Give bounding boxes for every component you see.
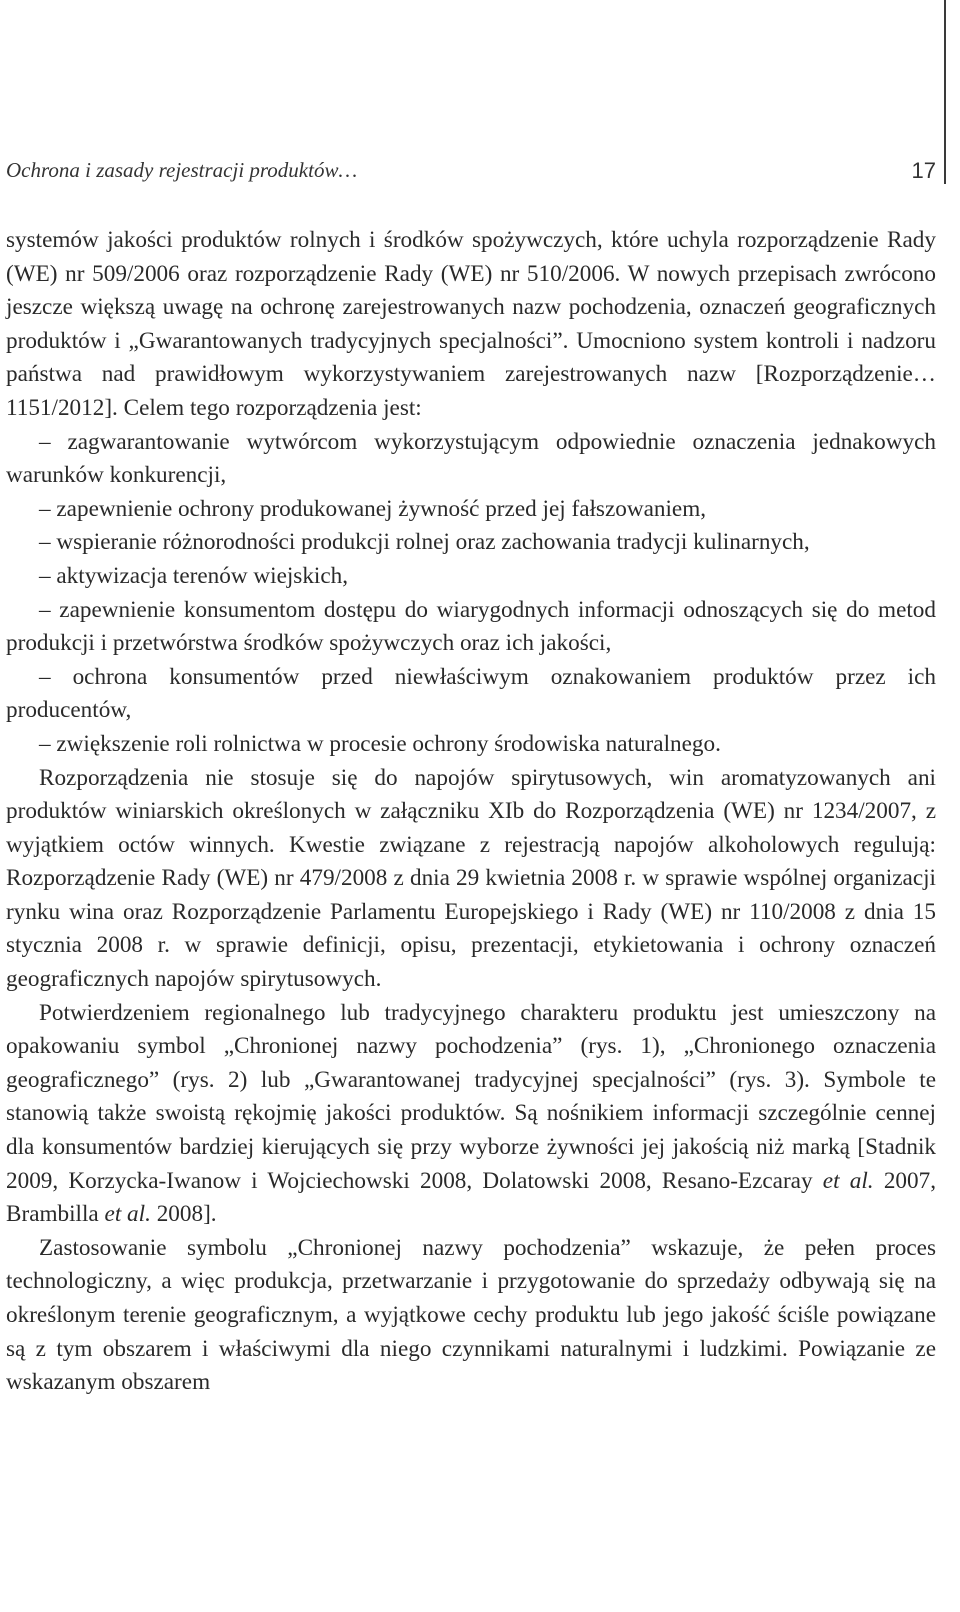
text-run: 2008]. (150, 1201, 217, 1228)
paragraph-symbols (6, 997, 936, 1232)
body-text (6, 224, 936, 1400)
text-run: 2007, Brambilla (6, 1167, 936, 1228)
paragraph-beverages: Rozporządzenia nie stosuje się do napojów spirytusowych, win aromatyzowanych ani produktów winiarskich określonych w załączniku XIb do Rozporządzenia (WE) nr 1234/2007, z wyjątkiem octów winnych. Kwestie związane z rejestracją napojów alkoholowych regulują: Rozporządzenie Rady (WE) nr 479/2008 z dnia 29 kwietnia 2008 r. w sprawie wspólnej organizacji rynku wina oraz Rozporządzenie Parlamentu Europejskiego i Rady (WE) nr 110/2008 z dnia 15 stycznia 2008 r. w sprawie definicji, opisu, prezentacji, etykietowania i ochrony oznaczeń geograficznych napojów spirytusowych. (6, 764, 936, 993)
paragraph-pdo-symbol: Zastosowanie symbolu „Chronionej nazwy pochodzenia” wskazuje, że pełen proces technologiczny, a więc produkcja, przetwarzanie i przygotowanie do sprzedaży odbywają się na określonym terenie geograficznym, a wyjątkowe cechy produktu lub jego jakość ściśle powiązane są z tym obszarem i właściwymi dla niego czynnikami naturalnymi i ludzkimi. Powiązanie ze wskazanym obszarem (6, 1234, 936, 1396)
running-title: Ochrona i zasady rejestracji produktów… (6, 158, 358, 182)
list-item: – aktywizacja terenów wiejskich, (39, 562, 349, 589)
list-item: – zagwarantowanie wytwórcom wykorzystującym odpowiednie oznaczenia jednakowych warunków konkurencji, (6, 428, 936, 489)
page-edge-rule (944, 0, 946, 184)
list-item: – zapewnienie konsumentom dostępu do wiarygodnych informacji odnoszących się do metod produkcji i przetwórstwa środków spożywczych oraz ich jakości, (6, 596, 936, 657)
italic-et-al: et al. (822, 1167, 874, 1194)
page-number: 17 (911, 158, 936, 183)
list-item: – wspieranie różnorodności produkcji rolnej oraz zachowania tradycji kulinarnych, (39, 529, 810, 556)
text-run: Potwierdzeniem regionalnego lub tradycyjnego charakteru produktu jest umieszczony na opakowaniu symbol „Chronionej nazwy pochodzenia” (rys. 1), „Chronionego oznaczenia geograficznego” (rys. 2) lub „Gwarantowanej tradycyjnej specjalności” (rys. 3). Symbole te stanowią także swoistą rękojmię jakości produktów. Są nośnikiem informacji szczególnie cennej dla konsumentów bardziej kierujących się przy wyborze żywności jej jakością niż marką [Stadnik 2009, Korzycka-Iwanow i Wojciechowski 2008, Dolatowski 2008, Resano-Ezcaray (6, 999, 936, 1194)
list-item: – zwiększenie roli rolnictwa w procesie ochrony środowiska naturalnego. (39, 730, 721, 757)
list-item: – zapewnienie ochrony produkowanej żywność przed jej fałszowaniem, (39, 495, 707, 522)
list-item: – ochrona konsumentów przed niewłaściwym oznakowaniem produktów przez ich producentów, (6, 663, 936, 724)
italic-et-al: et al. (104, 1201, 151, 1228)
paragraph-continuation: systemów jakości produktów rolnych i środków spożywczych, które uchyla rozporządzenie Rady (WE) nr 509/2006 oraz rozporządzenie Rady (WE) nr 510/2006. W nowych przepisach zwrócono jeszcze większą uwagę na ochronę zarejestrowanych nazw pochodzenia, oznaczeń geograficznych produktów i „Gwarantowanych tradycyjnych specjalności”. Umocniono system kontroli i nadzoru państwa nad prawidłowym wykorzystywaniem zarejestrowanych nazw [Rozporządzenie… 1151/2012]. Celem tego rozporządzenia jest: (6, 227, 936, 421)
running-header (6, 158, 936, 188)
